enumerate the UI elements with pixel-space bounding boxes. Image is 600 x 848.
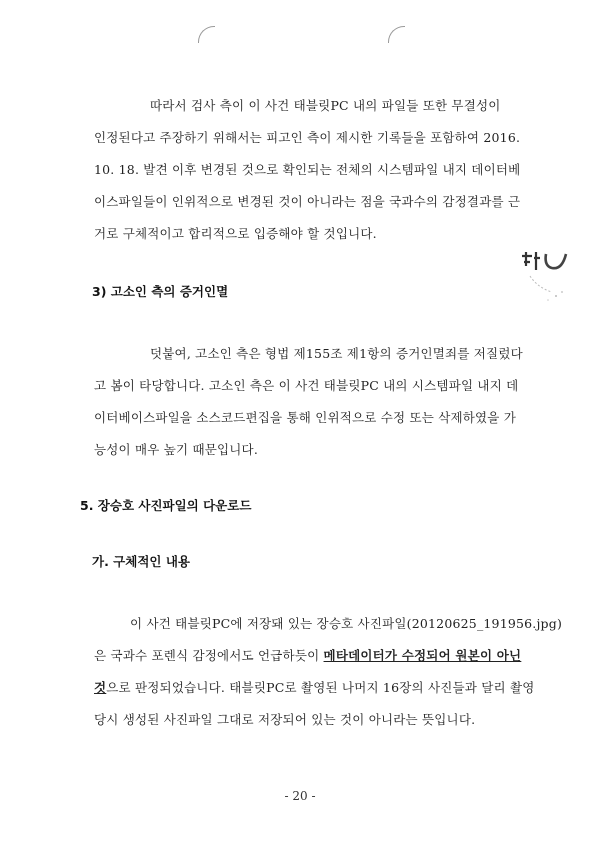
punch-hole-mark-left [198, 26, 215, 43]
emphasized-text: 것 [94, 680, 107, 695]
paragraph-line: 이터베이스파일을 소스코드편집을 통해 인위적으로 수정 또는 삭제하였을 가 [94, 410, 517, 425]
paragraph-line: 덧붙여, 고소인 측은 형법 제155조 제1항의 증거인멸죄를 저질렀다 [150, 346, 523, 361]
section-heading-photo-download: 5. 장승호 사진파일의 다운로드 [80, 498, 252, 513]
paragraph-line [94, 640, 522, 672]
paragraph-text: 은 국과수 포렌식 감정에서도 언급하듯이 [94, 648, 324, 663]
paragraph-line: 이 사건 태블릿PC에 저장돼 있는 장승호 사진파일(20120625_191956.jpg) [130, 616, 563, 631]
paragraph-line: 당시 생성된 사진파일 그대로 저장되어 있는 것이 아니라는 뜻입니다. [94, 712, 476, 727]
paragraph-evidence-destruction [94, 338, 523, 466]
paragraph-line: 이스파일들이 인위적으로 변경된 것이 아니라는 점을 국과수의 감정결과를 근 [94, 194, 521, 209]
paragraph-line: 능성이 매우 높기 때문입니다. [94, 442, 258, 457]
paragraph-photo-metadata [94, 608, 563, 736]
emphasized-text: 메타데이터가 수정되어 원본이 아닌 [323, 648, 522, 663]
paragraph-line: 10. 18. 발견 이후 변경된 것으로 확인되는 전체의 시스템파일 내지 데이터베 [94, 162, 521, 177]
seal-stamp-image [520, 248, 586, 308]
paragraph-line: 따라서 검사 측이 이 사건 태블릿PC 내의 파일들 또한 무결성이 [150, 98, 501, 113]
paragraph-text: 으로 판정되었습니다. 태블릿PC로 촬영된 나머지 16장의 사진들과 달리 촬영 [106, 680, 535, 695]
paragraph-line: 인정된다고 주장하기 위해서는 피고인 측이 제시한 기록들을 포함하여 2016. [94, 130, 521, 145]
paragraph-line: 고 봄이 타당합니다. 고소인 측은 이 사건 태블릿PC 내의 시스템파일 내지 데 [94, 378, 519, 393]
paragraph-integrity-burden [94, 90, 521, 250]
section-heading-evidence-destruction: 3) 고소인 측의 증거인멸 [92, 284, 229, 299]
subsection-heading-details: 가. 구체적인 내용 [92, 554, 190, 569]
paragraph-line [94, 672, 535, 704]
punch-hole-mark-right [388, 26, 405, 43]
page-number: - 20 - [284, 789, 316, 803]
paragraph-line: 거로 구체적이고 합리적으로 입증해야 할 것입니다. [94, 226, 377, 241]
